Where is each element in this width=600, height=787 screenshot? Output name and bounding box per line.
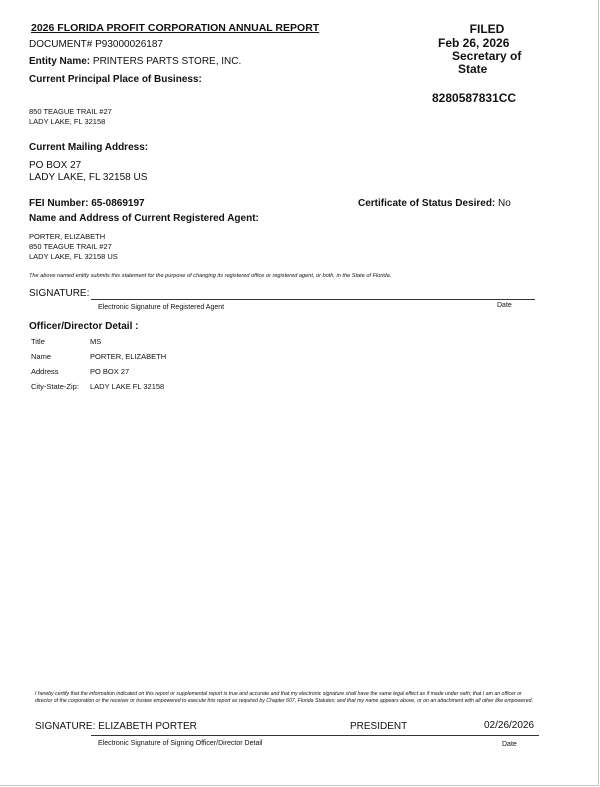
filed-state: State	[458, 62, 488, 76]
signer-title: PRESIDENT	[350, 721, 408, 732]
document-number: DOCUMENT# P93000026187	[29, 39, 163, 50]
agent-line3: LADY LAKE, FL 32158 US	[29, 252, 118, 261]
officer-value-title: MS	[90, 337, 102, 346]
principal-place-heading: Current Principal Place of Business:	[29, 74, 202, 85]
agent-statement: The above named entity submits this statement for the purpose of changing its registered office or registered agent, or both, in the State of Florida.	[29, 273, 392, 279]
principal-address-line2: LADY LAKE, FL 32158	[29, 117, 106, 126]
filed-date: Feb 26, 2026	[438, 36, 510, 50]
agent-signature-line	[91, 299, 535, 300]
agent-signature-caption: Electronic Signature of Registered Agent	[98, 304, 225, 311]
filed-secretary: Secretary of	[452, 49, 522, 63]
officer-label-city: City-State-Zip:	[31, 382, 79, 391]
fei-number: FEI Number: 65-0869197	[29, 198, 145, 209]
agent-date-caption: Date	[497, 302, 512, 309]
agent-address	[29, 232, 118, 262]
officer-date-caption: Date	[502, 741, 517, 748]
certification-text: I hereby certify that the information indicated on this report or supplemental report is true and accurate and that my electronic signature shall have the same legal effect as if made under oath; that I am an officer or director of the corporation or the receiver or trustee empowered to execute this report as required by Chapter 607, Florida Statutes; and that my name appears above, or on an attachment with all other like empowered.	[35, 691, 533, 704]
officer-value-address: PO BOX 27	[90, 367, 130, 376]
officer-signature-line	[91, 735, 539, 736]
certificate-label: Certificate of Status Desired:	[358, 198, 496, 209]
mailing-line1: PO BOX 27	[29, 160, 82, 171]
entity-name: PRINTERS PARTS STORE, INC.	[92, 56, 242, 67]
agent-line1: PORTER, ELIZABETH	[29, 232, 106, 241]
officer-heading: Officer/Director Detail :	[29, 321, 139, 332]
officer-label-title: Title	[31, 337, 45, 346]
principal-address	[29, 107, 112, 127]
agent-heading: Name and Address of Current Registered Agent:	[29, 213, 259, 224]
mailing-heading: Current Mailing Address:	[29, 142, 149, 153]
mailing-line2: LADY LAKE, FL 32158 US	[29, 172, 148, 183]
entity-name-label: Entity Name:	[29, 56, 91, 67]
mailing-address	[29, 160, 147, 184]
agent-line2: 850 TEAGUE TRAIL #27	[29, 242, 112, 251]
filed-label: FILED	[469, 22, 505, 36]
officer-value-city: LADY LAKE FL 32158	[90, 382, 165, 391]
certificate-of-status	[358, 198, 511, 209]
principal-address-line1: 850 TEAGUE TRAIL #27	[29, 107, 112, 116]
certificate-value: No	[498, 198, 511, 209]
officer-label-address: Address	[31, 367, 59, 376]
officer-value-name: PORTER, ELIZABETH	[90, 352, 167, 361]
agent-signature-label: SIGNATURE:	[29, 288, 90, 299]
signed-date: 02/26/2026	[484, 720, 535, 731]
report-title: 2026 FLORIDA PROFIT CORPORATION ANNUAL REPORT	[31, 22, 320, 34]
filing-document-number: 8280587831CC	[432, 91, 517, 105]
officer-label-name: Name	[31, 352, 52, 361]
entity-name-line	[29, 56, 241, 67]
officer-signature-caption: Electronic Signature of Signing Officer/Director Detail	[98, 740, 263, 747]
officer-signature-label: SIGNATURE: ELIZABETH PORTER	[35, 721, 197, 732]
